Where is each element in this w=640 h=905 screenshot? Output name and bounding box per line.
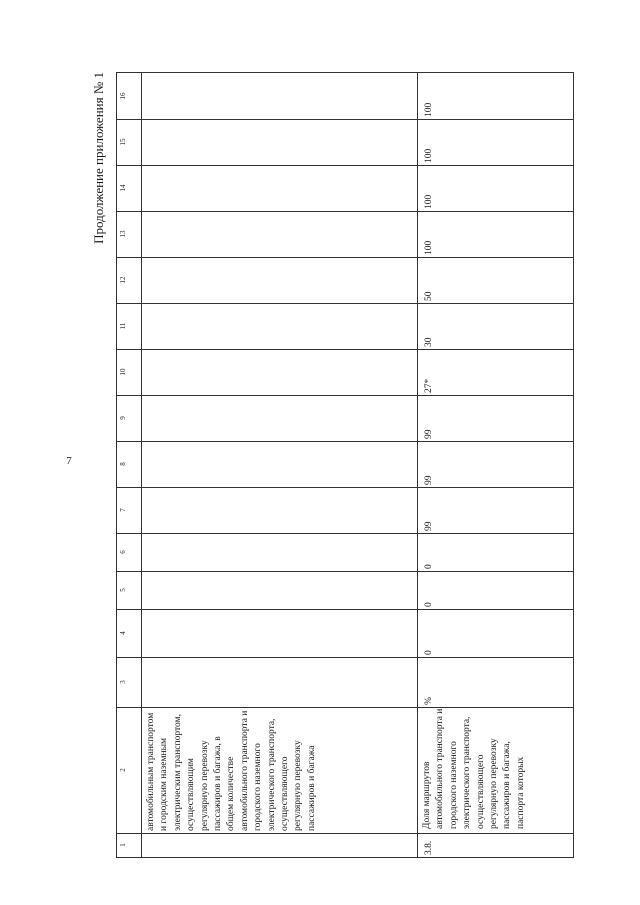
table-cell-value: 100 (424, 102, 434, 117)
table-cell-value: 100 (424, 148, 434, 163)
column-divider (117, 533, 573, 534)
header-col-15: 15 (119, 138, 127, 146)
header-col-10: 10 (119, 368, 127, 376)
table-cell-value: 99 (424, 429, 434, 439)
header-col-7: 7 (119, 508, 127, 512)
table-cell-value: 0 (424, 564, 434, 569)
column-divider (117, 119, 573, 120)
table-cell-description: автомобильным транспортом и городским наземным электрическим транспортом, осуществляющим регулярную перевозку пассажиров и багажа, в общем количестве автомобильного транспорта и городского наземного электрического транспорта, осуществляющего регулярную перевозку пассажиров и багажа (146, 710, 317, 831)
table-cell-unit: % (424, 697, 434, 705)
continuation-title (86, 72, 112, 258)
continuation-title-text: Продолжение приложения № 1 (91, 72, 106, 244)
header-col-13: 13 (119, 230, 127, 238)
table-cell-value: 27* (424, 378, 434, 393)
header-col-1: 1 (119, 843, 127, 847)
row-divider (141, 73, 142, 857)
column-divider (117, 349, 573, 350)
header-col-14: 14 (119, 184, 127, 192)
header-col-12: 12 (119, 276, 127, 284)
header-col-3: 3 (119, 680, 127, 684)
data-table (116, 72, 574, 858)
table-cell-value: 50 (424, 291, 434, 301)
page-number: 7 (66, 455, 72, 467)
table-cell-value: 0 (424, 650, 434, 655)
column-divider (117, 833, 573, 834)
table-cell-value: 100 (424, 194, 434, 209)
table-cell-value: 30 (424, 337, 434, 347)
column-divider (117, 211, 573, 212)
column-divider (117, 657, 573, 658)
header-col-5: 5 (119, 588, 127, 592)
column-divider (117, 571, 573, 572)
column-divider (117, 165, 573, 166)
column-divider (117, 487, 573, 488)
header-col-16: 16 (119, 92, 127, 100)
column-divider (117, 609, 573, 610)
column-divider (117, 395, 573, 396)
header-col-6: 6 (119, 550, 127, 554)
column-divider (117, 441, 573, 442)
row-divider (417, 73, 418, 857)
table-cell-number: 3.8. (424, 840, 434, 855)
header-col-2: 2 (119, 768, 127, 772)
table-cell-value: 99 (424, 521, 434, 531)
column-divider (117, 303, 573, 304)
table-cell-value: 100 (424, 240, 434, 255)
header-col-8: 8 (119, 462, 127, 466)
header-col-4: 4 (119, 631, 127, 635)
header-col-11: 11 (119, 322, 127, 330)
table-cell-description: Доля маршрутов автомобильного транспорта и городского наземного электрического транспорта, осуществляющего регулярную перевозку пассажиров и багажа, паспорта которых (422, 708, 526, 829)
table-cell-value: 99 (424, 475, 434, 485)
column-divider (117, 257, 573, 258)
header-col-9: 9 (119, 416, 127, 420)
table-cell-value: 0 (424, 602, 434, 607)
